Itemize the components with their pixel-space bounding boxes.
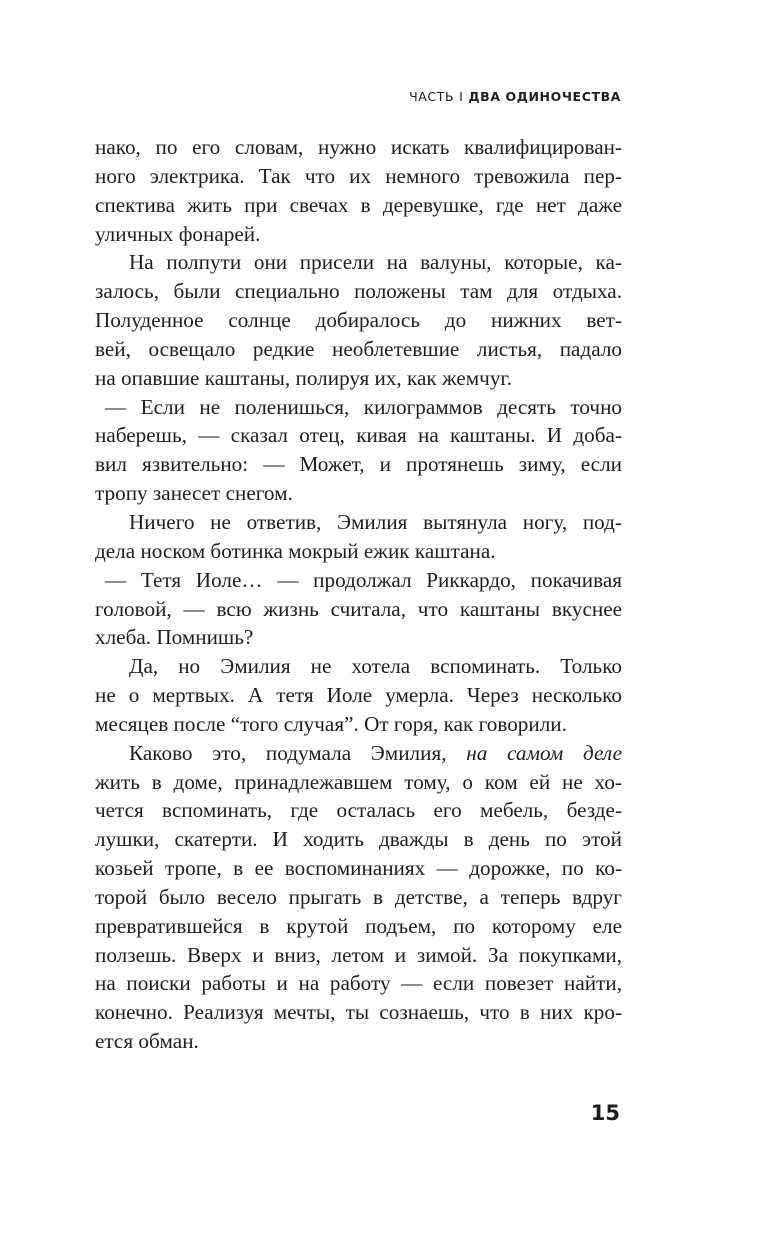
text-line: нако, по его словам, нужно искать квалифицирован- — [95, 135, 622, 159]
text-line: хлеба. Помнишь? — [95, 625, 254, 650]
text-line: торой было весело прыгать в детстве, а теперь вдруг — [95, 884, 622, 909]
text-line: тропу занесет снегом. — [95, 481, 293, 506]
text-line: Ничего не ответив, Эмилия вытянула ногу, под- — [129, 509, 622, 534]
text-line: уличных фонарей. — [95, 221, 261, 246]
text-line: жить в доме, принадлежавшем тому, о ком ей не хо- — [95, 769, 622, 794]
emphasis-text: на самом деле — [466, 740, 622, 765]
text-line: чется вспоминать, где осталась его мебель, безде- — [95, 798, 622, 823]
text-line: ного электрика. Так что их немного тревожила пер- — [95, 163, 622, 188]
text-line: ползешь. Вверх и вниз, летом и зимой. За покупками, — [95, 942, 622, 967]
text-line: вей, освещало редкие необлетевшие листья, падало — [95, 336, 622, 361]
text-line: не о мертвых. А тетя Иоле умерла. Через несколько — [95, 683, 622, 708]
text-line: — Если не поленишься, килограммов десять точно — [105, 394, 622, 419]
text-line: спектива жить при свечах в деревушке, где нет даже — [95, 192, 622, 217]
page-number: 15 — [590, 1101, 620, 1125]
running-head-part: ЧАСТЬ — [409, 89, 455, 104]
text-line: вил язвительно: — Может, и протянешь зиму, если — [95, 452, 622, 477]
running-head — [409, 89, 621, 105]
text-line: конечно. Реализуя мечты, ты сознаешь, что в них кро- — [95, 1000, 622, 1025]
text-line: лушки, скатерти. И ходить дважды в день по этой — [95, 827, 622, 852]
running-head-separator: I — [459, 89, 464, 104]
text-line: месяцев после “того случая”. От горя, как говорили. — [95, 711, 567, 736]
text-line: дела носком ботинка мокрый ежик каштана. — [95, 538, 496, 563]
running-head-title: ДВА ОДИНОЧЕСТВА — [468, 89, 621, 104]
text-line: Полуденное солнце добиралось до нижних вет- — [95, 308, 622, 333]
text-line: наберешь, — сказал отец, кивая на каштаны. И доба- — [95, 423, 622, 448]
text-line: залось, были специально положены там для отдыха. — [95, 279, 622, 304]
text-line: превратившейся в крутой подъем, по которому еле — [95, 913, 622, 938]
text-line: на опавшие каштаны, полируя их, как жемчуг. — [95, 365, 513, 390]
text-line: На полпути они присели на валуны, которые, ка- — [129, 250, 622, 275]
text-line-with-emphasis — [95, 739, 622, 768]
text-line: головой, — всю жизнь считала, что каштаны вкуснее — [95, 596, 622, 621]
text-line: на поиски работы и на работу — если повезет найти, — [95, 971, 622, 996]
text-line-plain-part: Каково это, подумала Эмилия, — [129, 740, 467, 765]
text-line: Да, но Эмилия не хотела вспоминать. Только — [129, 654, 622, 679]
text-line: ется обман. — [95, 1029, 199, 1054]
text-line: — Тетя Иоле… — продолжал Риккардо, покачивая — [105, 567, 622, 592]
body-text — [95, 133, 622, 1056]
text-line: козьей тропе, в ее воспоминаниях — дорожке, по ко- — [95, 856, 622, 881]
